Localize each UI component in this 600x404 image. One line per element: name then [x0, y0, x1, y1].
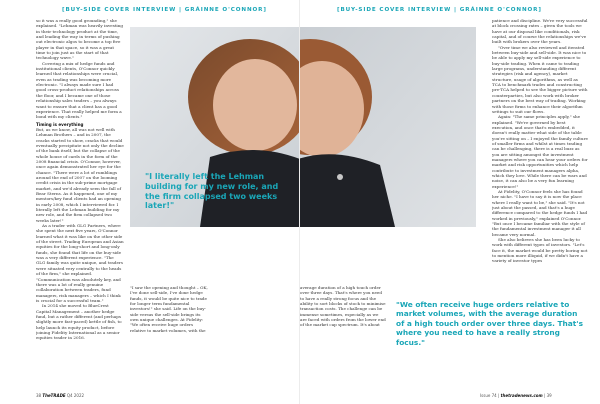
section-heading: Timing is everything [36, 121, 84, 127]
paragraph: Again: "The same principles apply," she explained. "We're governed by best execution, and once that's embedded, it doesn't really matter what side of the table you're sitting on – I enjoyed the family culture of smaller firms and whilst at times trading can be challenging, there is a real buzz as you are sitting amongst the investment managers where you can hear your orders for market and risk opportunities which help contribute to investment managers alpha, which they love. While there can be wars and noise, it can also be a very fun learning experience!" [492, 114, 588, 189]
paragraph: so it was a really good grounding," she explained. "Lehman was heavily investing in their technology product at the time, and leading the way in terms of pushing out electronic algos to become a top five player in that space, so it was a great time to join just as the start of that technology wave." [36, 18, 124, 61]
right-column-1 [300, 285, 386, 385]
right-page-footer [480, 393, 552, 398]
paragraph: average duration of a high touch order over three days. That's where you need to have a really strong focus and the ability to sort blocks of stock to minimise transaction costs. The challenge can be immense sometimes, especially as we are faced with orders from the lower end of the market cap spectrum. It's about [300, 285, 386, 328]
paragraph: Covering a mix of hedge funds and institutional clients, O'Connor quickly learned that relationships were crucial, even as trading was becoming more electronic. "I always made sure I had good cross-product relationships across the floor, and I became one of those relationship sales traders – you always want to ensure that a client has a good experience. That really helped me form a bond with my clients." [36, 60, 122, 120]
page-number: 38 [36, 393, 42, 398]
paragraph: But, as we know, all was not well with Lehman Brothers – and in 2007, the cracks started to show, cracks that would eventually precipitate not only the decline of the bank itself, but the collapse of the whole house of cards in the form of the 2008 financial crisis. O'Connor, however, once again demonstrated her eye for the chance. "There were a lot of rumblings around the end of 2007 on the looming credit crisis in the sub-prime mortgage market, and we'd already seen the fall of Bear Sterns. As it happened, one of my mentors/key fund clients had an opening in early 2008, which I interviewed for. I literally left the Lehman building for my new role, and the firm collapsed two weeks later!" [36, 126, 124, 223]
right-page-header: [BUY-SIDE COVER INTERVIEW | GRÁINNE O'CONNOR] [337, 7, 542, 13]
paragraph: "Over time we also reviewed and iterated between buy-side and sell-side. It was nice to be able to apply my sell-side experience to buy-side trading. When it came to trading large programs, understanding different strategies (risk and agency), market structure, usage of algorithms, as well as TCA to benchmark trades and constructing pre-TCA helped to see the bigger picture with counterparties, but also work with broker partners on the best way of trading. Working with those firms to enhance their algorithm settings to suit our flows. [492, 44, 588, 114]
portrait-photo-right-image [300, 27, 476, 227]
left-column-2 [130, 285, 208, 385]
divider: | [544, 393, 546, 398]
magazine-brand: TheTRADE [42, 393, 66, 398]
paragraph: In 2014 she moved to BlueCrest Capital Management – another hedge fund, but a rather different (and perhaps slightly more fast-paced) kettle of fish, to help launch its equity product, before joining Fidelity International as a senior equities trader in 2016. [36, 303, 122, 341]
paragraph: She also believes she has been lucky to work with different types of investors. "Let's face it, the market would be pretty boring not to mention more illiquid, if we didn't have a variety of investor types [492, 237, 588, 264]
pull-quote-right: "We often receive huge orders relative to market volumes, with the average duration of a high touch order over three days. That's where you need to have a really strong focus." [396, 300, 583, 347]
divider: | [498, 393, 500, 398]
paragraph: At Fidelity, O'Connor feels she has found her niche. "I have to say it is now the place where I really want to be," she said. "It's not just about the passed, and that's a huge difference compared to the hedge funds I had worked in previously," explained O'Connor. "But once I became familiar with the style of the fundamental investment manager it all became very normal. [492, 189, 588, 237]
page-number: 39 [546, 393, 552, 398]
paragraph: As a trader with GLG Partners, where she spent the next five years, O'Connor learned what it was like on the other side of the street. Trading European and Asian equities for the long-short and long-only funds, she found that life on the buy-side was a very different experience. "The GLG family was quite unique, and traders were situated very centrally to the heads of the firm," she explained. "Communication was absolutely key, and there was a lot of really genuine collaboration between traders, fund managers, risk managers – which I think is crucial for a successful team." [36, 223, 124, 303]
paragraph: "I saw the opening and thought – OK, I've done sell-side, I've done hedge funds, it would be quite nice to trade for longer term fundamental investors!" she said. Life on the buy-side versus the sell-side brings its own unique challenges. At Fidelity: "We often receive huge orders relative to market volumes, with the [130, 285, 208, 333]
left-column-1 [36, 18, 124, 388]
paragraph: patience and discipline. We're very successful at block crossing rates – given the tools we have at our disposal like conditionals, risk capital, and of course the relationships we've built with brokers over the years. [492, 18, 588, 45]
issue-label: Issue 74 [480, 393, 497, 398]
right-page [300, 0, 600, 404]
left-page-header: [BUY-SIDE COVER INTERVIEW | GRÁINNE O'CONNOR] [62, 7, 267, 13]
portrait-photo-right [300, 27, 476, 227]
website-label: thetradenews.com [500, 393, 543, 398]
issue-label: Q4 2022 [66, 393, 85, 398]
left-page-footer [36, 393, 84, 398]
pull-quote-left: "I literally left the Lehman building for my new role, and the firm collapsed two weeks later!" [145, 172, 279, 211]
